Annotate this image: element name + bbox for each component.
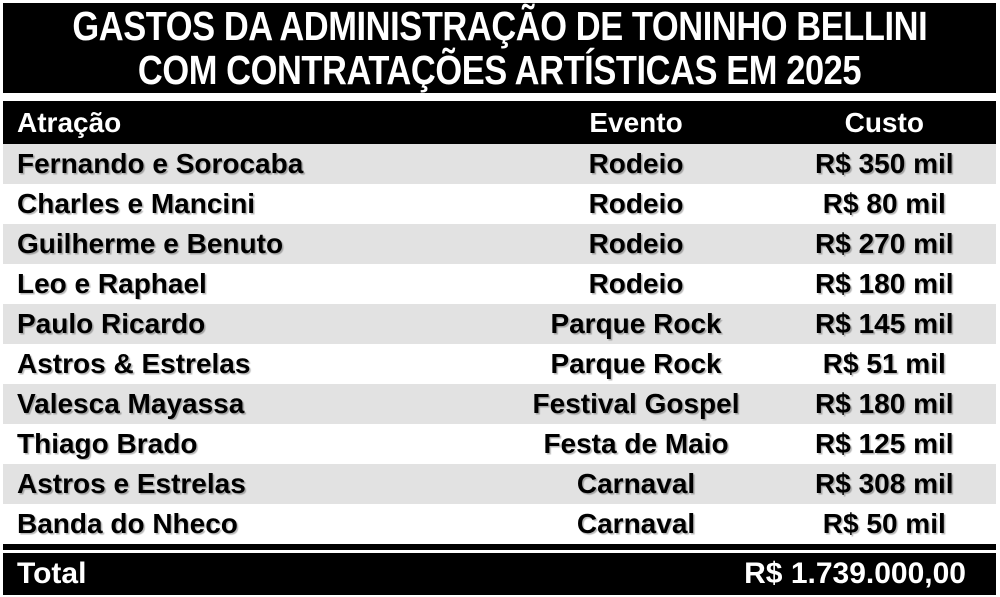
cell-evento: Parque Rock [550,308,722,339]
table-row [3,224,996,264]
column-header-evento: Evento [589,106,683,138]
table-row [3,384,996,424]
total-row [3,553,996,595]
table-row [3,464,996,504]
cell-atracao: Banda do Nheco [17,508,238,539]
cell-atracao: Paulo Ricardo [17,308,206,339]
table-row [3,144,996,184]
cell-atracao: Valesca Mayassa [17,388,245,419]
cell-custo: R$ 50 mil [822,508,946,539]
cell-custo: R$ 308 mil [815,468,954,499]
table-body [3,144,996,544]
cell-atracao: Thiago Brado [17,428,198,459]
total-label: Total [17,557,87,590]
cell-atracao: Leo e Raphael [17,268,207,299]
cell-atracao: Astros e Estrelas [17,468,246,499]
page-title-line-1: GASTOS DA ADMINISTRAÇÃO DE TONINHO BELLINI [72,3,927,49]
table-row [3,184,996,224]
table-header-row [3,101,996,144]
cell-atracao: Charles e Mancini [17,188,256,219]
cell-evento: Rodeio [588,228,684,259]
cell-atracao: Fernando e Sorocaba [17,148,304,179]
cell-atracao: Guilherme e Benuto [17,228,284,259]
cell-custo: R$ 51 mil [822,348,946,379]
table-row [3,264,996,304]
cell-evento: Rodeio [588,268,684,299]
table-row [3,344,996,384]
cell-evento: Carnaval [576,508,696,539]
cell-evento: Parque Rock [550,348,722,379]
cell-custo: R$ 125 mil [815,428,954,459]
cell-evento: Carnaval [576,468,696,499]
total-value: R$ 1.739.000,00 [744,557,966,590]
table-row [3,304,996,344]
page-title-line-2: COM CONTRATAÇÕES ARTÍSTICAS EM 2025 [137,47,862,93]
cell-evento: Festa de Maio [543,428,729,459]
cell-custo: R$ 180 mil [815,388,954,419]
cell-custo: R$ 270 mil [815,228,954,259]
cell-custo: R$ 180 mil [815,268,954,299]
cell-custo: R$ 145 mil [815,308,954,339]
column-header-custo: Custo [844,106,924,138]
table-row [3,504,996,544]
table-row [3,424,996,464]
title-banner [3,3,996,93]
cell-atracao: Astros & Estrelas [17,348,251,379]
cell-custo: R$ 350 mil [815,148,954,179]
cell-custo: R$ 80 mil [822,188,946,219]
column-header-atracao: Atração [17,106,122,138]
cell-evento: Rodeio [588,148,684,179]
cell-evento: Rodeio [588,188,684,219]
cell-evento: Festival Gospel [532,388,740,419]
